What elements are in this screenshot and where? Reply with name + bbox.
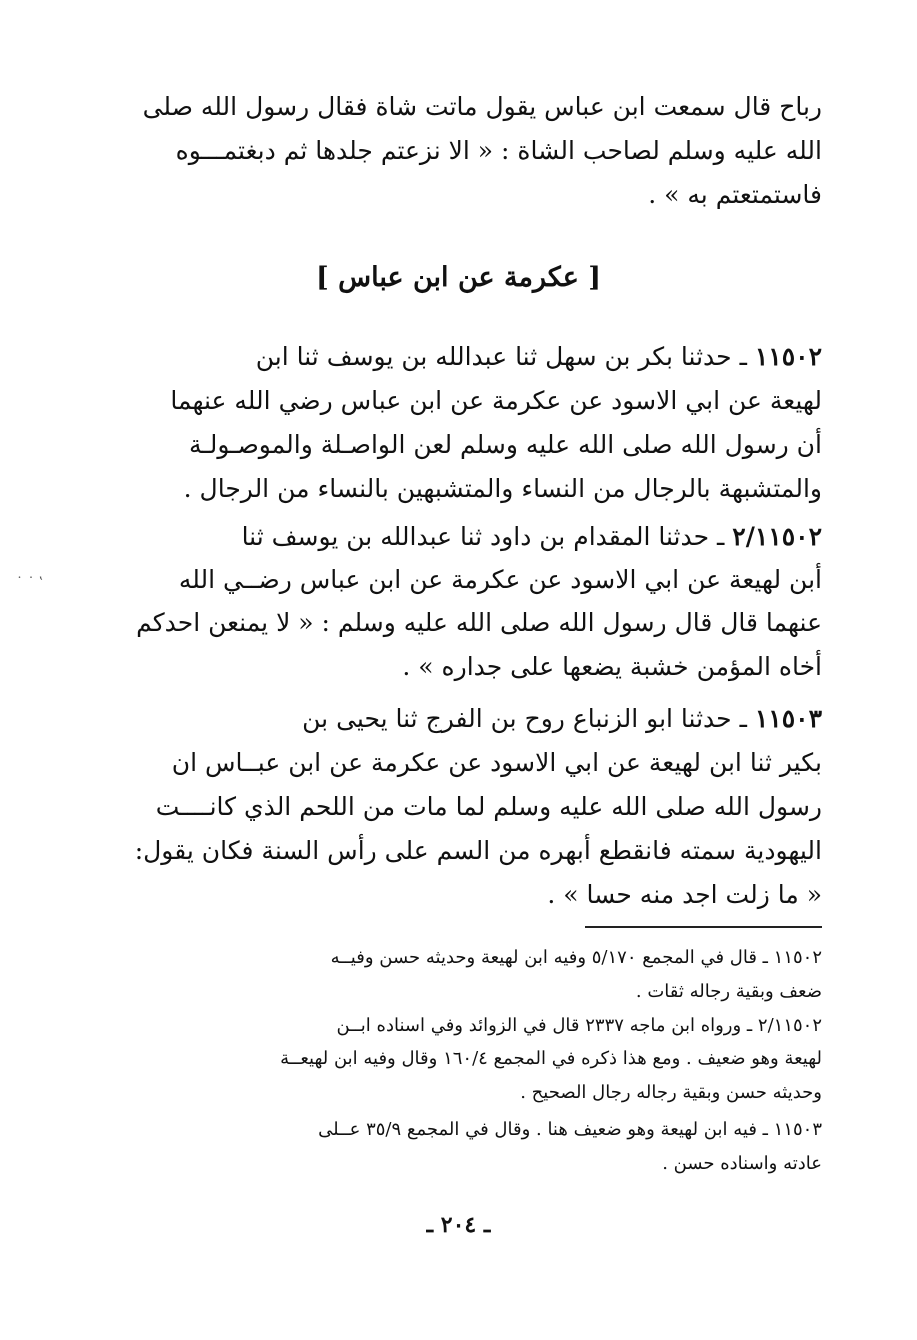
footnote-line-2: ضعف وبقية رجاله ثقات . <box>635 981 822 1002</box>
hadith-11503-line-2: بكير ثنا ابن لهيعة عن ابي الاسود عن عكرمة عن ابن عبــاس ان <box>171 748 822 777</box>
intro-line-2: الله عليه وسلم لصاحب الشاة : « الا نزعتم جلدها ثم دبغتمـــوه <box>175 136 822 165</box>
section-heading: [ عكرمة عن ابن عباس ] <box>315 262 602 293</box>
hadith-11503-line-5: « ما زلت اجد منه حسا » . <box>547 880 822 909</box>
hadith-11503-line-1 <box>122 702 822 740</box>
intro-line-1: رباح قال سمعت ابن عباس يقول ماتت شاة فقال رسول الله صلى <box>142 92 822 121</box>
hadith-11502-2-line-4: أخاه المؤمن خشبة يضعها على جداره » . <box>402 652 822 681</box>
footnote-line-5: وحديثه حسن وبقية رجاله رجال الصحيح . <box>520 1082 822 1103</box>
footnote-line-6: ١١٥٠٣ ـ فيه ابن لهيعة وهو ضعيف هنا . وقال في المجمع ٣٥/٩ عــلى <box>318 1119 822 1140</box>
hadith-11502-text-1: ـ حدثنا بكر بن سهل ثنا عبدالله بن يوسف ثنا ابن <box>255 342 747 371</box>
footnote-line-3: ٢/١١٥٠٢ ـ ورواه ابن ماجه ٢٣٣٧ قال في الزوائد وفي اسناده ابــن <box>336 1015 822 1036</box>
hadith-11502-line-2: لهيعة عن ابي الاسود عن عكرمة عن ابن عباس رضي الله عنهما <box>170 386 822 415</box>
hadith-11503-line-3: رسول الله صلى الله عليه وسلم لما مات من اللحم الذي كانــــت <box>155 792 822 821</box>
scan-speck: ˙ ˙ ‛ <box>16 575 44 591</box>
hadith-11502-line-4: والمتشبهة بالرجال من النساء والمتشبهين بالنساء من الرجال . <box>183 474 822 503</box>
footnote-separator <box>585 926 822 928</box>
hadith-11502-line-3: أن رسول الله صلى الله عليه وسلم لعن الواصـلة والموصـولـة <box>188 430 822 459</box>
hadith-11502-2-line-2: أبن لهيعة عن ابي الاسود عن عكرمة عن ابن عباس رضــي الله <box>178 565 822 594</box>
hadith-11503-text-1: ـ حدثنا ابو الزنباع روح بن الفرج ثنا يحيى بن <box>302 704 747 733</box>
footnote-line-4: لهيعة وهو ضعيف . ومع هذا ذكره في المجمع ١٦٠/٤ وقال وفيه ابن لهيعــة <box>280 1048 822 1069</box>
footnote-line-1: ١١٥٠٢ ـ قال في المجمع ٥/١٧٠ وفيه ابن لهيعة وحديثه حسن وفيــه <box>330 947 822 968</box>
intro-line-3: فاستمتعتم به » . <box>648 180 822 209</box>
hadith-11502-line-1 <box>122 340 822 378</box>
hadith-11502-2-number: ٢/١١٥٠٢ <box>732 522 822 551</box>
hadith-11502-2-line-1 <box>122 520 822 558</box>
hadith-11502-2-line-3: عنهما قال قال رسول الله صلى الله عليه وسلم : « لا يمنعن احدكم <box>136 608 822 637</box>
page-number: ـ ٢٠٤ ـ <box>426 1212 491 1238</box>
hadith-11502-2-text-1: ـ حدثنا المقدام بن داود ثنا عبدالله بن يوسف ثنا <box>241 522 725 551</box>
hadith-11503-number: ١١٥٠٣ <box>754 704 822 733</box>
hadith-11503-line-4: اليهودية سمته فانقطع أبهره من السم على رأس السنة فكان يقول: <box>134 836 822 865</box>
hadith-11502-number: ١١٥٠٢ <box>754 342 822 371</box>
footnote-line-7: عادته واسناده حسن . <box>662 1153 822 1174</box>
